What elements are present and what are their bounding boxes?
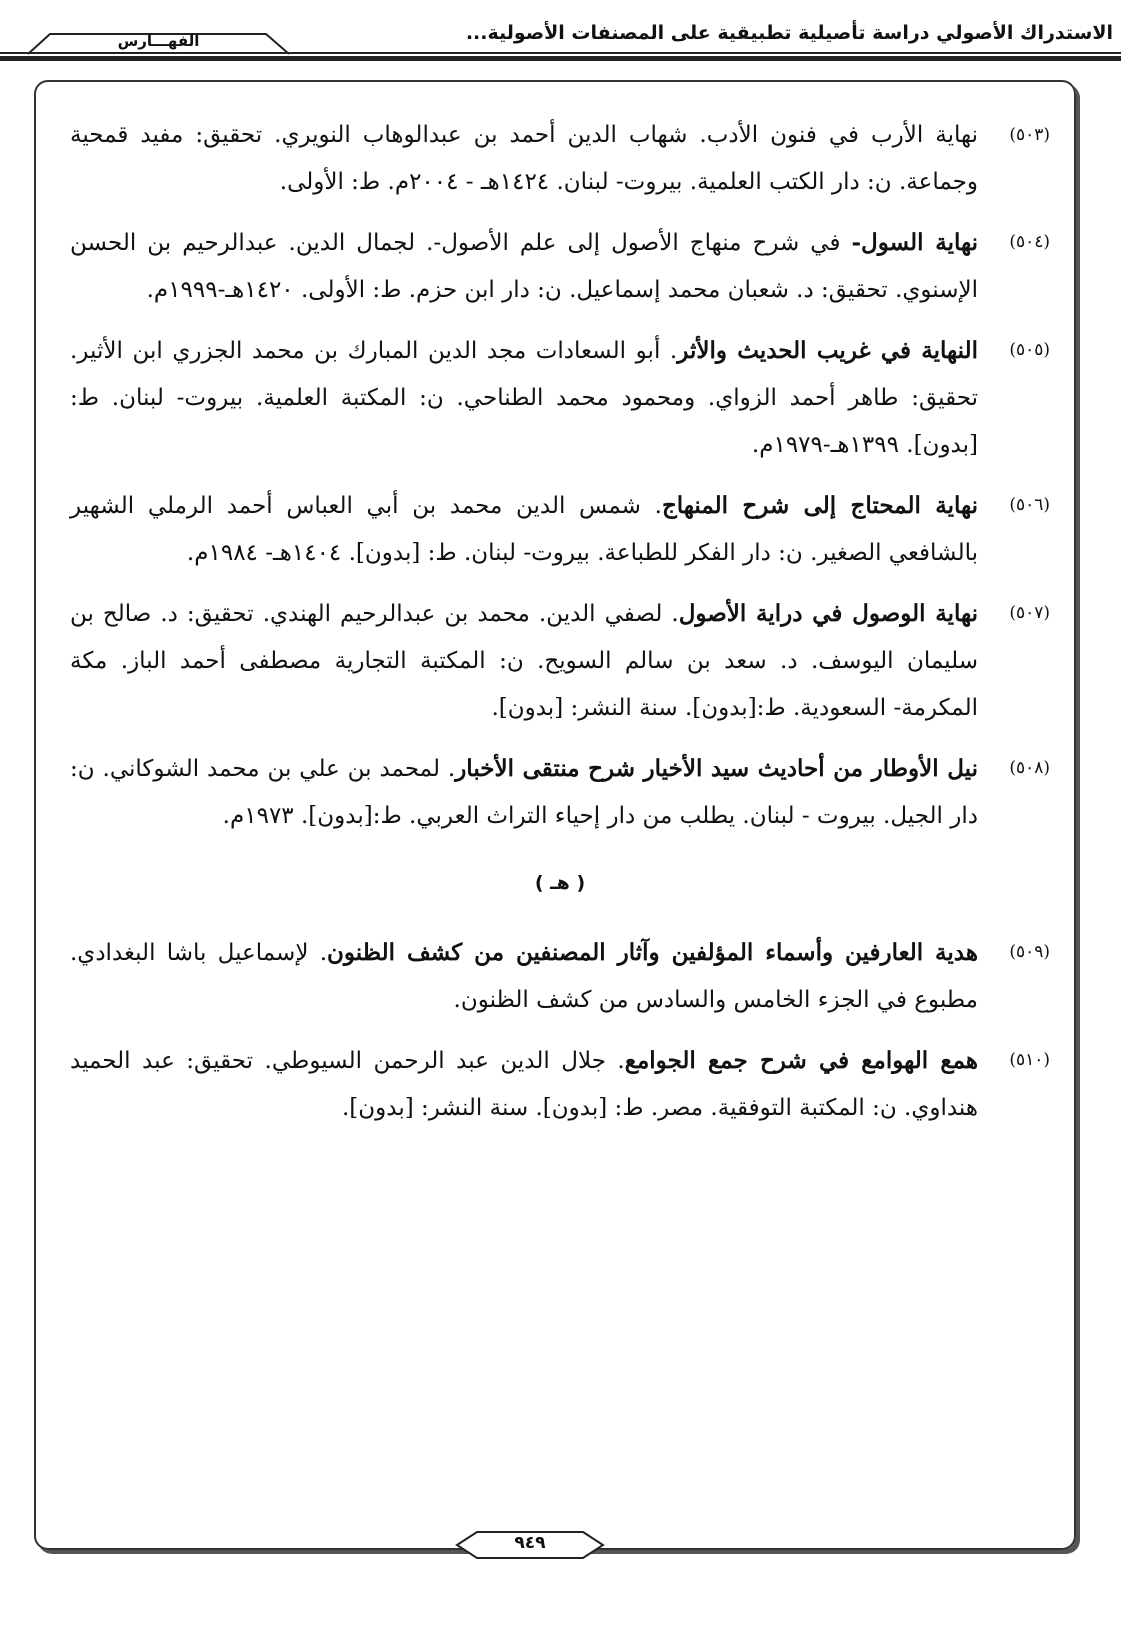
entry-body: . شهاب الدين أحمد بن عبدالوهاب النويري. تحقيق: مفيد قمحية وجماعة. ن: دار الكتب العلمية. بيروت- لبنان. ١٤٢٤هـ - ٢٠٠٤م. ط: الأولى. — [70, 122, 978, 195]
bibliography-entry-509 — [70, 929, 1050, 1024]
entry-number: (٥٠٣) — [1009, 125, 1050, 145]
entry-title: نهاية المحتاج إلى شرح المنهاج — [661, 492, 978, 519]
entry-title: نهاية الوصول في دراية الأصول — [678, 600, 978, 627]
entry-title: نهاية السول- — [851, 229, 978, 256]
entry-body: في شرح منهاج الأصول إلى علم الأصول-. لجمال الدين. عبدالرحيم بن الحسن الإسنوي. تحقيق: د. شعبان محمد إسماعيل. ن: دار ابن حزم. ط: الأولى. ١٤٢٠هـ-١٩٩٩م. — [70, 230, 978, 303]
entry-number: (٥٠٦) — [1009, 495, 1050, 515]
bibliography-entry-503 — [70, 112, 1050, 206]
entry-number: (٥١٠) — [1009, 1050, 1050, 1070]
header-rule-thin — [0, 52, 1121, 54]
entry-number: (٥٠٩) — [1009, 942, 1050, 962]
entry-number: (٥٠٧) — [1009, 603, 1050, 623]
entry-body: . شمس الدين محمد بن أبي العباس أحمد الرملي الشهير بالشافعي الصغير. ن: دار الفكر للطباعة. بيروت- لبنان. ط: [بدون]. ١٤٠٤هـ- ١٩٨٤م. — [70, 493, 978, 566]
bibliography-entry-505 — [70, 327, 1050, 469]
entry-number: (٥٠٤) — [1009, 232, 1050, 252]
bibliography-entry-508 — [70, 745, 1050, 840]
header-rule — [0, 52, 1121, 62]
bibliography-entry-507 — [70, 590, 1050, 732]
entry-body: . لمحمد بن علي بن محمد الشوكاني. ن: دار الجيل. بيروت - لبنان. يطلب من دار إحياء التراث العربي. ط:[بدون]. ١٩٧٣م. — [70, 756, 978, 829]
bibliography-entry-504 — [70, 219, 1050, 314]
bibliography-entry-510 — [70, 1037, 1050, 1132]
section-heading-ha: ( هـ ) — [534, 872, 586, 894]
bibliography-list — [70, 112, 1050, 1145]
entry-title: هدية العارفين وأسماء المؤلفين وآثار المصنفين من كشف الظنون — [327, 939, 978, 966]
section-tab-label: الفهـــارس — [117, 32, 200, 50]
page-number: ٩٤٩ — [514, 1533, 546, 1553]
entry-title: النهاية في غريب الحديث والأثر — [677, 337, 978, 364]
page-header — [0, 0, 1121, 68]
entry-body: . لصفي الدين. محمد بن عبدالرحيم الهندي. تحقيق: د. صالح بن سليمان اليوسف. د. سعد بن سالم السويح. ن: المكتبة التجارية مصطفى أحمد الباز. مكة المكرمة- السعودية. ط:[بدون]. سنة النشر: [بدون]. — [70, 601, 978, 721]
entry-title: نهاية الأرب في فنون الأدب — [706, 122, 978, 148]
entry-body: . لإسماعيل باشا البغدادي. مطبوع في الجزء الخامس والسادس من كشف الظنون. — [70, 940, 978, 1013]
entry-number: (٥٠٥) — [1009, 340, 1050, 360]
entry-title: همع الهوامع في شرح جمع الجوامع — [624, 1047, 978, 1074]
bibliography-entry-506 — [70, 482, 1050, 577]
header-rule-thick — [0, 56, 1121, 61]
entry-title: نيل الأوطار من أحاديث سيد الأخيار شرح منتقى الأخبار — [455, 755, 979, 782]
entry-number: (٥٠٨) — [1009, 758, 1050, 778]
section-tab — [26, 28, 291, 68]
entry-body: . أبو السعادات مجد الدين المبارك بن محمد الجزري ابن الأثير. تحقيق: طاهر أحمد الزواي. ومحمود محمد الطناحي. ن: المكتبة العلمية. بيروت- لبنان. ط:[بدون]. ١٣٩٩هـ-١٩٧٩م. — [70, 338, 978, 458]
entry-body: . جلال الدين عبد الرحمن السيوطي. تحقيق: عبد الحميد هنداوي. ن: المكتبة التوفقية. مصر. ط: [بدون]. سنة النشر: [بدون]. — [70, 1048, 978, 1121]
page-number-badge — [455, 1530, 605, 1560]
running-title: الاستدراك الأصولي دراسة تأصيلية تطبيقية على المصنفات الأصولية... — [465, 22, 1113, 44]
